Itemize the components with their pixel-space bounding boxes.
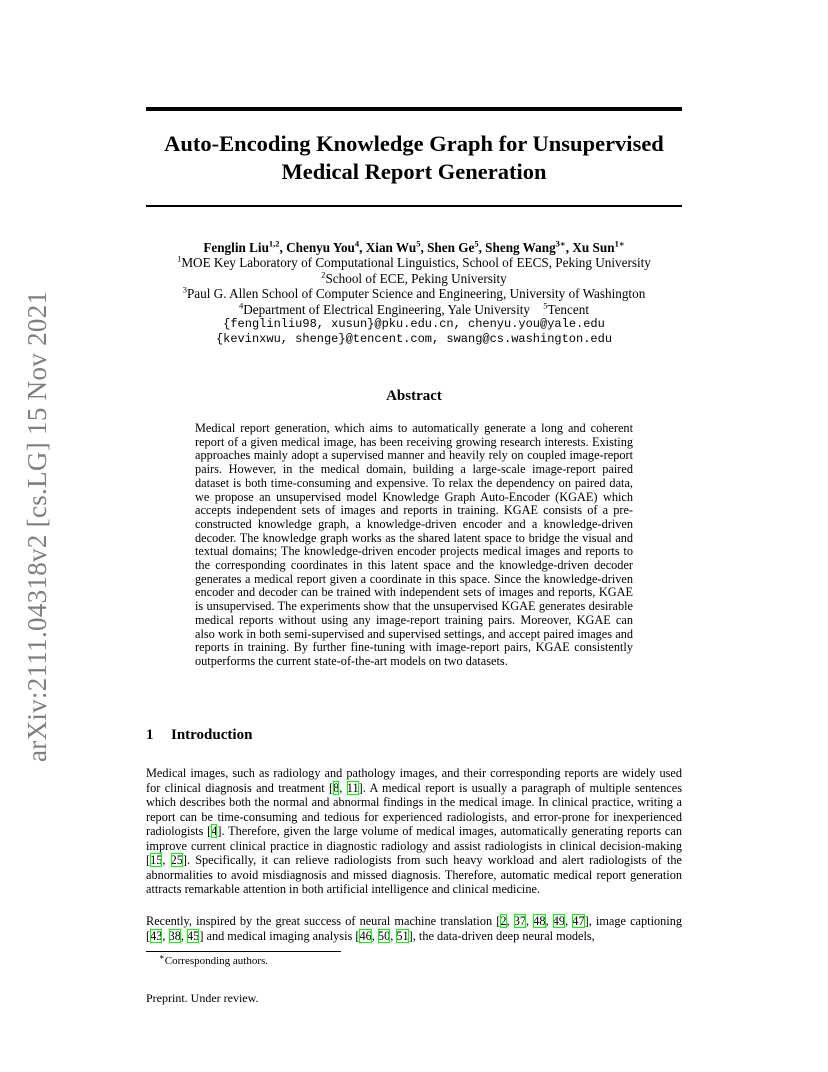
author-affiliation-mark: 1,2: [268, 238, 280, 249]
abstract-text: Medical report generation, which aims to automatically generate a long and coherent report of a given medical image, has been receiving growing research interests. Existing approaches mainly adopt a supervised manner and heavily rely on coupled image-report pairs. However, in the medical domain, building a large-scale image-report paired dataset is both time-consuming and expensive. To relax the dependency on paired data, we propose an unsupervised model Knowledge Graph Auto-Encoder (KGAE) which accepts independent sets of images and reports in training. KGAE consists of a pre-constructed knowledge graph, a knowledge-driven encoder and a knowledge-driven decoder. The knowledge graph works as the shared latent space to bridge the visual and textual domains; The knowledge-driven encoder projects medical images and reports to the corresponding coordinates in this latent space and the knowledge-driven decoder generates a medical report given a coordinate in this space. Since the knowledge-driven encoder and decoder can be trained with independent sets of images and reports, KGAE is unsupervised. The experiments show that the unsupervised KGAE generates desirable medical reports without using any image-report training pairs. Moreover, KGAE can also work in both semi-supervised and supervised settings, and accept paired images and reports in training. By further fine-tuning with image-report pairs, KGAE consistently outperforms the current state-of-the-art models on two datasets.: [195, 421, 633, 668]
author-name: Chenyu You: [286, 240, 355, 255]
citation-link[interactable]: 2: [500, 914, 507, 928]
citation-link[interactable]: 15: [150, 853, 163, 867]
citation-link[interactable]: 45: [187, 928, 200, 943]
citation-link[interactable]: 37: [513, 914, 527, 928]
title-line-2: Medical Report Generation: [281, 159, 547, 184]
section-title: Introduction: [171, 727, 253, 743]
paragraph-text: ], image captioning [: [146, 914, 682, 943]
abstract-heading: Abstract: [386, 388, 442, 404]
section-number: 1: [146, 727, 154, 743]
affiliation-2: [120, 271, 708, 286]
affiliation-text: School of ECE, Peking University: [325, 270, 507, 286]
citation-link[interactable]: 50: [377, 928, 391, 943]
arxiv-identifier: arXiv:2111.04318v2 [cs.LG] 15 Nov 2021: [22, 290, 52, 762]
paragraph-text: ], the data-driven deep neural models,: [408, 928, 595, 943]
author-name: Shen Ge: [427, 240, 475, 255]
title-rule-bottom: [146, 205, 682, 207]
paragraph-text: ]. Therefore, given the large volume of medical images, automatically generating reports can improve current clinical practice in diagnostic radiology and assist radiologists in clinical decision-making [: [146, 824, 682, 867]
affiliation-4-5: [120, 302, 708, 317]
citation-link[interactable]: 25: [170, 853, 183, 867]
affiliation-text: MOE Key Laboratory of Computational Linguistics, School of EECS, Peking University: [181, 255, 651, 271]
citation-link[interactable]: 4: [211, 824, 218, 838]
paper-title: [146, 130, 682, 186]
author-block: [120, 240, 708, 348]
preprint-note: Preprint. Under review.: [146, 991, 259, 1005]
author-affiliation-mark: 5: [474, 238, 479, 249]
author-affiliation-mark: 5: [416, 238, 421, 249]
citation-link[interactable]: 46: [359, 928, 372, 943]
paragraph-text: ]. Specifically, it can relieve radiologists from such heavy workload and alert radiologists of the abnormalities to avoid misdiagnosis and missed diagnosis. Therefore, automatic medical report generation attracts remarkable attention in both artificial intelligence and clinical medicine.: [146, 853, 682, 896]
affiliation-number: 1: [177, 254, 182, 265]
footnote-text: Corresponding authors.: [164, 955, 269, 967]
intro-paragraph-1: Medical images, such as radiology and pathology images, and their corresponding reports are widely used for clinical diagnosis and treatment [8, 11]. A medical report is usually a paragraph of multiple sentences which describes both the normal and abnormal findings in the medical image. In clinical practice, writing a report can be time-consuming and tedious for experienced radiologists, and error-prone for inexperienced radiologists [4]. Therefore, given the large volume of medical images, automatically generating reports can improve current clinical practice in diagnostic radiology and assist radiologists in clinical decision-making [15, 25]. Specifically, it can relieve radiologists from such heavy workload and alert radiologists of the abnormalities to avoid misdiagnosis and missed diagnosis. Therefore, automatic medical report generation attracts remarkable attention in both artificial intelligence and clinical medicine.: [146, 766, 682, 896]
author-affiliation-mark: 1∗: [614, 238, 625, 249]
author-name: Xian Wu: [365, 240, 417, 255]
affiliation-1: [120, 255, 708, 270]
author-list: [120, 240, 708, 255]
citation-link[interactable]: 48: [533, 914, 546, 928]
footnote: [159, 951, 269, 967]
author-name: , Xu Sun: [565, 240, 615, 255]
citation-link[interactable]: 11: [346, 780, 359, 795]
author-separator: ∗: [559, 238, 566, 249]
author-separator: ,: [279, 240, 287, 255]
paragraph-text: Recently, inspired by the great success of neural machine translation [: [146, 914, 501, 928]
author-affiliation-mark: 3: [555, 238, 560, 249]
author-separator: ,: [420, 240, 428, 255]
citation-link[interactable]: 38: [168, 928, 181, 943]
citation-link[interactable]: 43: [150, 928, 163, 943]
author-name: Fenglin Liu: [203, 240, 269, 255]
paragraph-text: Medical images, such as radiology and pathology images, and their corresponding reports are widely used for clinical diagnosis and treatment [: [146, 766, 682, 795]
paragraph-text: ] and medical imaging analysis [: [199, 928, 360, 943]
affiliation-number: 4: [239, 300, 244, 311]
affiliation-number: 5: [543, 300, 548, 311]
section-heading: [146, 727, 252, 744]
affiliation-text: Tencent: [547, 301, 589, 317]
affiliation-number: 3: [182, 284, 187, 295]
affiliation-text: Paul G. Allen School of Computer Science and Engineering, University of Washington: [186, 286, 646, 302]
intro-paragraph-2: Recently, inspired by the great success of neural machine translation [2, 37, 48, 49, 47], image captioning [43, 38, 45] and medical imaging analysis [46, 50, 51], the data-driven deep neural models,: [146, 914, 682, 943]
author-affiliation-mark: 4: [354, 238, 360, 249]
author-name: Sheng Wang: [485, 240, 556, 255]
author-emails-line-1: {fenglinliu98, xusun}@pku.edu.cn, chenyu.you@yale.edu: [223, 317, 605, 332]
citation-link[interactable]: 47: [572, 914, 585, 928]
paragraph-text: ]. A medical report is usually a paragraph of multiple sentences which describes both the normal and abnormal findings in the medical image. In clinical practice, writing a report can be time-consuming and tedious for experienced radiologists, and error-prone for inexperienced radiologists [: [146, 780, 682, 838]
citation-link[interactable]: 8: [333, 780, 340, 795]
author-separator: ,: [478, 240, 486, 255]
affiliation-3: [120, 286, 708, 301]
citation-link[interactable]: 49: [552, 914, 566, 928]
title-line-1: Auto-Encoding Knowledge Graph for Unsupervised: [164, 131, 664, 156]
citation-link[interactable]: 51: [396, 928, 409, 943]
footnote-rule: [146, 951, 341, 952]
footnote-mark: ∗: [159, 951, 165, 962]
author-emails-line-2: {kevinxwu, shenge}@tencent.com, swang@cs.washington.edu: [215, 332, 613, 347]
affiliation-number: 2: [321, 269, 326, 280]
title-rule-top: [146, 107, 682, 111]
author-separator: ,: [359, 240, 366, 255]
affiliation-text: Department of Electrical Engineering, Yale University: [243, 301, 530, 317]
